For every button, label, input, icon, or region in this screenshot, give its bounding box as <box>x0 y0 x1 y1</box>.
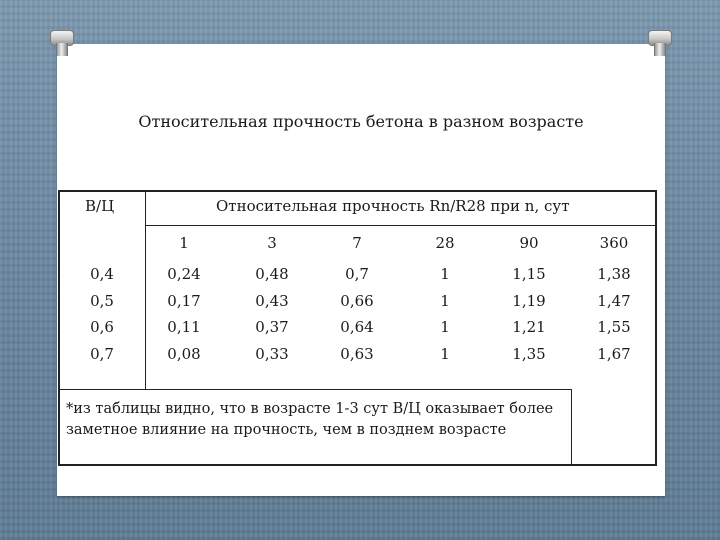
table-cell: 0,24 <box>167 265 201 283</box>
wc-value: 0,4 <box>90 265 114 283</box>
table-cell: 1,47 <box>597 292 631 310</box>
day-header: 7 <box>352 234 362 252</box>
table-cell: 1,19 <box>512 292 546 310</box>
table-footnote <box>66 399 626 441</box>
table-cell: 0,63 <box>340 345 374 363</box>
table-divider-header <box>145 225 657 226</box>
table-cell: 0,7 <box>345 265 369 283</box>
table-cell: 1,38 <box>597 265 631 283</box>
table-cell: 0,43 <box>255 292 289 310</box>
footnote-line: заметное влияние на прочность, чем в позднем возрасте <box>66 422 507 438</box>
day-header: 1 <box>179 234 189 252</box>
table-cell: 0,48 <box>255 265 289 283</box>
wc-column-header: В/Ц <box>85 197 115 215</box>
strength-column-header: Относительная прочность Rn/R28 при n, сут <box>216 197 570 215</box>
day-header: 3 <box>267 234 277 252</box>
table-cell: 1 <box>440 318 450 336</box>
table-divider-note <box>60 389 572 390</box>
wc-value: 0,7 <box>90 345 114 363</box>
table-cell: 1,15 <box>512 265 546 283</box>
footnote-line: *из таблицы видно, что в возрасте 1-3 сут В/Ц оказывает более <box>66 401 554 417</box>
pushpin-icon <box>648 30 670 56</box>
table-cell: 0,17 <box>167 292 201 310</box>
table-cell: 0,33 <box>255 345 289 363</box>
wc-value: 0,6 <box>90 318 114 336</box>
table-cell: 1 <box>440 265 450 283</box>
day-header: 90 <box>519 234 539 252</box>
table-cell: 1,35 <box>512 345 546 363</box>
table-cell: 1 <box>440 292 450 310</box>
table-cell: 0,66 <box>340 292 374 310</box>
table-cell: 1,67 <box>597 345 631 363</box>
day-header: 28 <box>435 234 455 252</box>
pushpin-icon <box>50 30 72 56</box>
table-cell: 0,11 <box>167 318 201 336</box>
table-cell: 0,37 <box>255 318 289 336</box>
day-header: 360 <box>599 234 629 252</box>
table-divider-vertical <box>145 192 146 390</box>
table-cell: 1,55 <box>597 318 631 336</box>
table-cell: 0,64 <box>340 318 374 336</box>
table-cell: 1,21 <box>512 318 546 336</box>
table-cell: 0,08 <box>167 345 201 363</box>
slide-title: Относительная прочность бетона в разном возрасте <box>138 112 584 131</box>
table-cell: 1 <box>440 345 450 363</box>
wc-value: 0,5 <box>90 292 114 310</box>
